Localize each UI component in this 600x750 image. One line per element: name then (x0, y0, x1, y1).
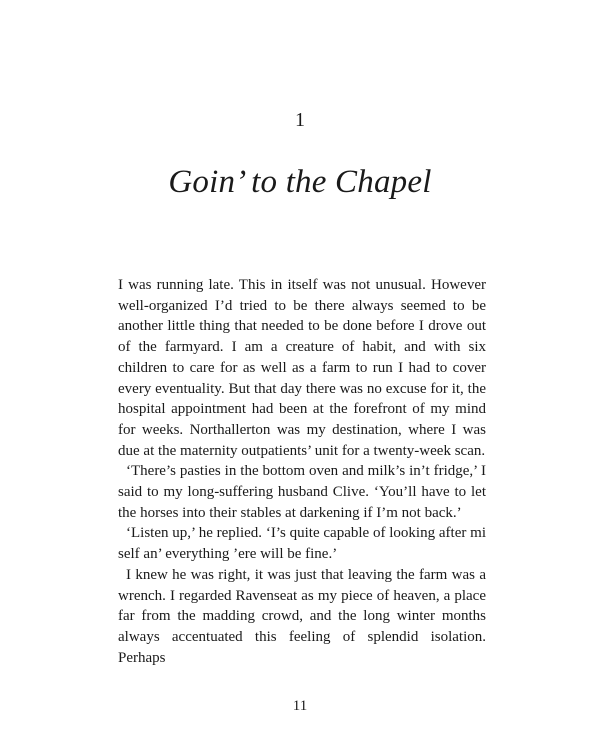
chapter-title: Goin’ to the Chapel (168, 164, 432, 200)
chapter-number: 1 (295, 109, 305, 131)
paragraph-1: I was running late. This in itself was not unusual. However well-organized I’d tried to be there always seemed to be another little thing that needed to be done before I drove out of the farmyard. I am a creature of habit, and with six children to care for as well as a farm to run I had to cover every eventuality. But that day there was no excuse for it, the hospital appointment had been at the forefront of my mind for weeks. Northallerton was my destination, where I was due at the maternity outpatients’ unit for a twenty-week scan. (118, 277, 486, 459)
paragraph-4: I knew he was right, it was just that leaving the farm was a wrench. I regarded Ravenseat as my piece of heaven, a place far from the madding crowd, and the long winter months always accentuated this feeling of splendid isolation. Perhaps (118, 566, 486, 666)
chapter-body (118, 275, 486, 668)
paragraph-3: ‘Listen up,’ he replied. ‘I’s quite capable of looking after mi self an’ everything ’ere will be fine.’ (118, 525, 486, 563)
paragraph-2: ‘There’s pasties in the bottom oven and milk’s in’t fridge,’ I said to my long-suffering husband Clive. ‘You’ll have to let the horses into their stables at darkening if I’m not back.’ (118, 463, 486, 521)
page-number: 11 (292, 698, 308, 714)
